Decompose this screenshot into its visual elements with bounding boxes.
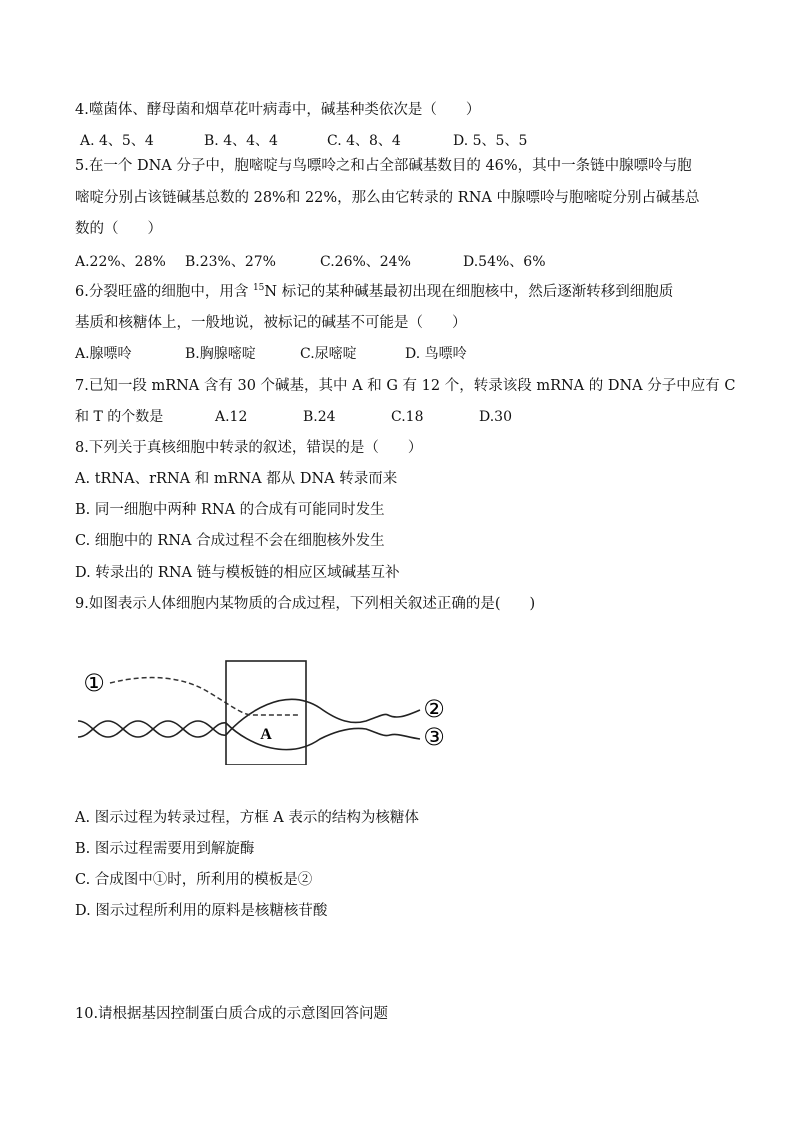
transcription-diagram (70, 655, 460, 765)
q8-option-b: B. 同一细胞中两种 RNA 的合成有可能同时发生 (75, 502, 385, 518)
q6-line-1 (75, 282, 673, 302)
q5-option-c: C.26%、24% (320, 254, 411, 270)
q4-option-c: C. 4、8、4 (327, 133, 401, 149)
q7-option-d: D.30 (479, 409, 512, 425)
q9-option-c: C. 合成图中①时，所利用的模板是② (75, 872, 313, 888)
dna-strand-bottom (78, 721, 420, 750)
q4-option-a: A. 4、5、4 (80, 133, 154, 149)
q6-option-c: C.尿嘧啶 (300, 346, 357, 362)
q6-line-1-post: N 标记的某种碱基最初出现在细胞核中，然后逐渐转移到细胞质 (264, 284, 674, 300)
q6-option-d: D. 鸟嘌呤 (405, 346, 467, 362)
q4-option-d: D. 5、5、5 (453, 133, 528, 149)
q5-option-d: D.54%、6% (463, 254, 546, 270)
q8-stem: 8.下列关于真核细胞中转录的叙述，错误的是（ ） (75, 440, 423, 456)
q9-option-a: A. 图示过程为转录过程，方框 A 表示的结构为核糖体 (75, 810, 419, 826)
q8-option-d: D. 转录出的 RNA 链与模板链的相应区域碱基互补 (75, 565, 400, 581)
q9-option-b: B. 图示过程需要用到解旋酶 (75, 841, 255, 857)
q6-superscript: 15 (252, 283, 265, 294)
q9-stem: 9.如图表示人体细胞内某物质的合成过程，下列相关叙述正确的是( ) (75, 596, 536, 612)
q6-option-b: B.胸腺嘧啶 (185, 346, 256, 362)
q6-option-a: A.腺嘌呤 (75, 346, 132, 362)
dna-strand-top (78, 699, 420, 737)
q7-line-2-stem: 和 T 的个数是 (75, 409, 164, 425)
q4-stem: 4.噬菌体、酵母菌和烟草花叶病毒中，碱基种类依次是（ ） (75, 102, 481, 118)
q9-option-d: D. 图示过程所利用的原料是核糖核苷酸 (75, 903, 328, 919)
rna-strand-dashed (110, 678, 300, 715)
label-1: ① (83, 669, 105, 697)
q5-option-b: B.23%、27% (185, 254, 276, 270)
label-2: ② (423, 695, 445, 723)
q6-line-1-pre: 6.分裂旺盛的细胞中，用含 (75, 284, 253, 300)
q5-option-a: A.22%、28% (75, 254, 166, 270)
q7-option-a: A.12 (215, 409, 248, 425)
q5-line-2: 嘧啶分别占该链碱基总数的 28%和 22%，那么由它转录的 RNA 中腺嘌呤与胞嘧啶分别占碱基总 (75, 190, 700, 206)
q5-line-1: 5.在一个 DNA 分子中，胞嘧啶与鸟嘌呤之和占全部碱基数目的 46%，其中一条链中腺嘌呤与胞 (75, 158, 692, 174)
q4-option-b: B. 4、4、4 (204, 133, 278, 149)
q6-line-2: 基质和核糖体上，一般地说，被标记的碱基不可能是（ ） (75, 315, 467, 331)
label-3: ③ (423, 723, 445, 751)
q7-option-b: B.24 (303, 409, 336, 425)
q10-stem: 10.请根据基因控制蛋白质合成的示意图回答问题 (75, 1006, 389, 1022)
box-a-label: A (260, 726, 272, 743)
q7-line-1: 7.已知一段 mRNA 含有 30 个碱基，其中 A 和 G 有 12 个，转录该段 mRNA 的 DNA 分子中应有 C (75, 378, 736, 394)
q5-line-3: 数的（ ） (75, 221, 162, 237)
q8-option-a: A. tRNA、rRNA 和 mRNA 都从 DNA 转录而来 (75, 471, 398, 487)
q8-option-c: C. 细胞中的 RNA 合成过程不会在细胞核外发生 (75, 533, 385, 549)
q7-option-c: C.18 (391, 409, 424, 425)
